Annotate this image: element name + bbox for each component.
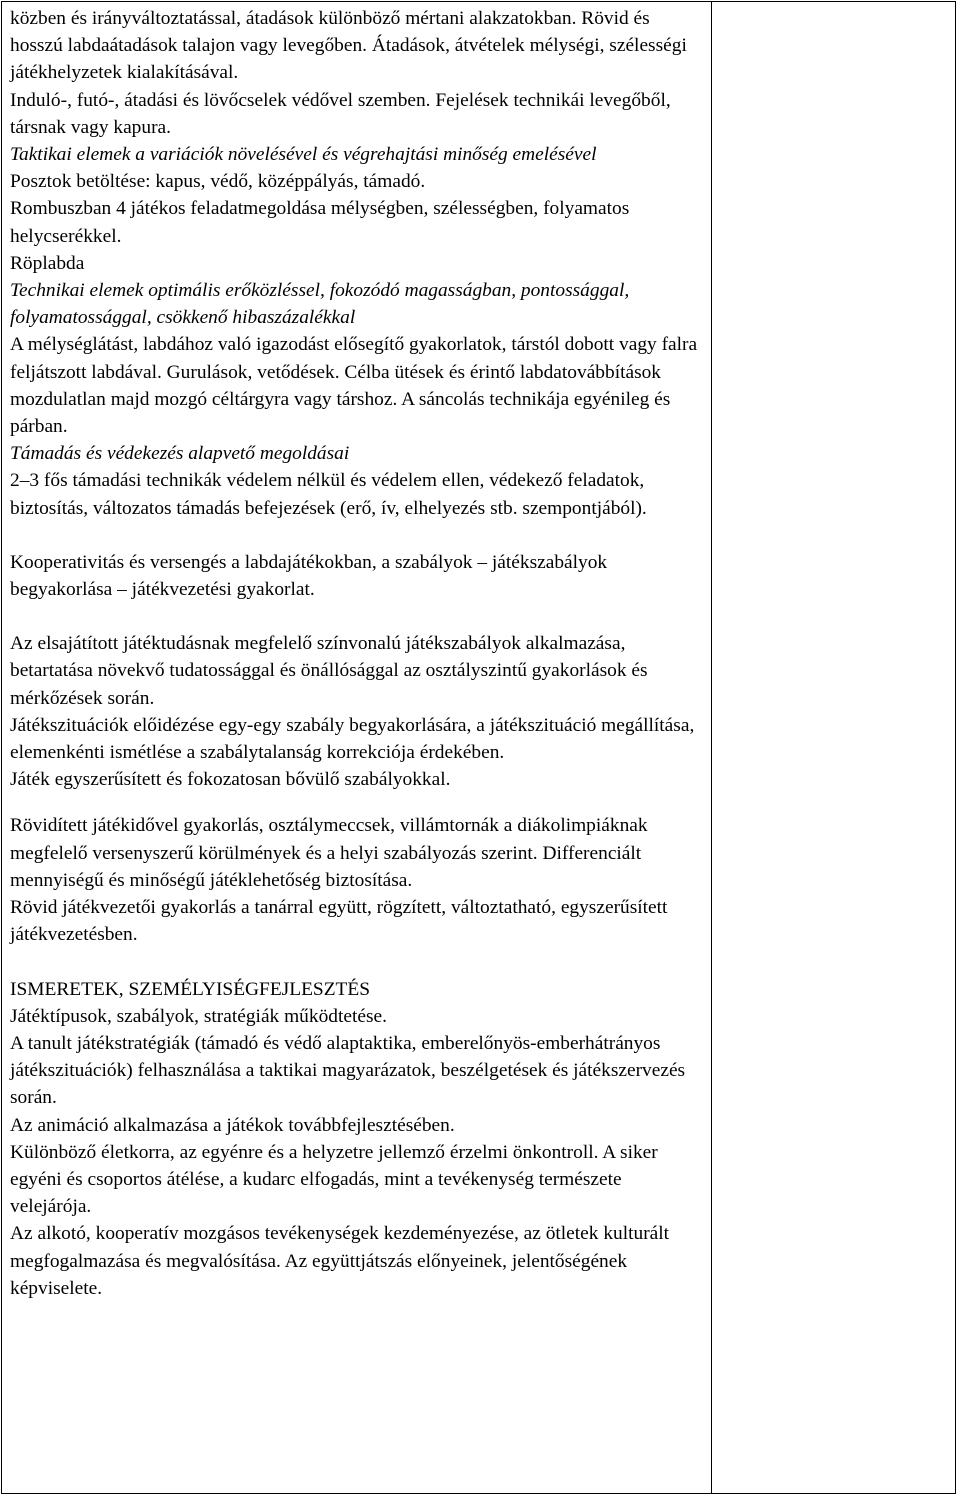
- curriculum-table: [1, 1, 956, 1494]
- subheading-attack-defense: Támadás és védekezés alapvető megoldásai: [10, 443, 350, 465]
- paragraph: Az alkotó, kooperatív mozgásos tevékenységek kezdeményezése, az ötletek kulturált megfogalmazása és megvalósítása. Az együttjátszás előnyeinek, jelentőségének képviselete.: [10, 1223, 670, 1299]
- empty-side-column: [712, 2, 955, 1493]
- paragraph: Az animáció alkalmazása a játékok továbbfejlesztésében.: [10, 1114, 455, 1136]
- paragraph: Rövid játékvezetői gyakorlás a tanárral együtt, rögzített, változtatható, egyszerűsített játékvezetésben.: [10, 897, 668, 946]
- paragraph: Induló-, futó-, átadási és lövőcselek védővel szemben. Fejelések technikái levegőből, társnak vagy kapura.: [10, 89, 671, 138]
- paragraph: közben és irányváltoztatással, átadások különböző mértani alakzatokban. Rövid és hosszú labdaátadások talajon vagy levegőben. Átadások, átvételek mélységi, szélességi játékhelyzetek kialakításával.: [10, 8, 687, 84]
- paragraph: Játéktípusok, szabályok, stratégiák működtetése.: [10, 1005, 387, 1027]
- spacer: [10, 793, 703, 812]
- paragraph: A tanult játékstratégiák (támadó és védő alaptaktika, emberelőnyös-emberhátrányos játékszituációk) felhasználása a taktikai magyarázatok, beszélgetések és játékszervezés során.: [10, 1032, 686, 1109]
- paragraph: Kooperativitás és versengés a labdajátékokban, a szabályok – játékszabályok begyakorlása – játékvezetési gyakorlat.: [10, 551, 608, 601]
- paragraph: Játékszituációk előidézése egy-egy szabály begyakorlására, a játékszituáció megállítása, elemenkénti ismétlése a szabálytalanság korrekciója érdekében.: [10, 714, 695, 764]
- subheading-technique: Technikai elemek optimális erőközléssel, fokozódó magasságban, pontossággal, folyamatossággal, csökkenő hibaszázalékkal: [10, 280, 630, 329]
- content-column: [2, 2, 712, 1493]
- paragraph: Különböző életkorra, az egyénre és a helyzetre jellemző érzelmi önkontroll. A siker egyéni és csoportos átélése, a kudarc elfogadás, mint a tevékenység természete velejárója.: [10, 1141, 658, 1218]
- paragraph: 2‒3 fős támadási technikák védelem nélkül és védelem ellen, védekező feladatok, biztosítás, változatos támadás befejezések (erő, ív, elhelyezés stb. szempontjából).: [10, 470, 647, 519]
- paragraph: Rombuszban 4 játékos feladatmegoldása mélységben, szélességben, folyamatos helycserékkel.: [10, 198, 630, 247]
- spacer: [10, 522, 703, 549]
- paragraph: Játék egyszerűsített és fokozatosan bővülő szabályokkal.: [10, 769, 451, 791]
- paragraph: A mélységlátást, labdához való igazodást elősegítő gyakorlatok, társtól dobott vagy falra feljátszott labdával. Gurulások, vetődések. Célba ütések és érintő labdatovábbítások mozdulatlan majd mozgó céltárgyra vagy társhoz. A sáncolás technikája egyénileg és párban.: [10, 334, 698, 438]
- paragraph: Rövidített játékidővel gyakorlás, osztálymeccsek, villámtornák a diákolimpiáknak megfelelő versenyszerű körülmények és a helyi szabályozás szerint. Differenciált mennyiségű és minőségű játéklehetőség biztosítása.: [10, 815, 648, 891]
- paragraph: Posztok betöltése: kapus, védő, középpályás, támadó.: [10, 171, 426, 193]
- section-title-volleyball: Röplabda: [10, 252, 85, 274]
- paragraph: Az elsajátított játéktudásnak megfelelő színvonalú játékszabályok alkalmazása, betartatása növekvő tudatossággal és önállósággal az osztályszintű gyakorlások és mérkőzések során.: [10, 633, 648, 709]
- spacer: [10, 603, 703, 630]
- spacer: [10, 949, 703, 976]
- section-title-knowledge: ISMERETEK, SZEMÉLYISÉGFEJLESZTÉS: [10, 978, 371, 1000]
- subheading-tactics: Taktikai elemek a variációk növelésével és végrehajtási minőség emelésével: [10, 144, 597, 166]
